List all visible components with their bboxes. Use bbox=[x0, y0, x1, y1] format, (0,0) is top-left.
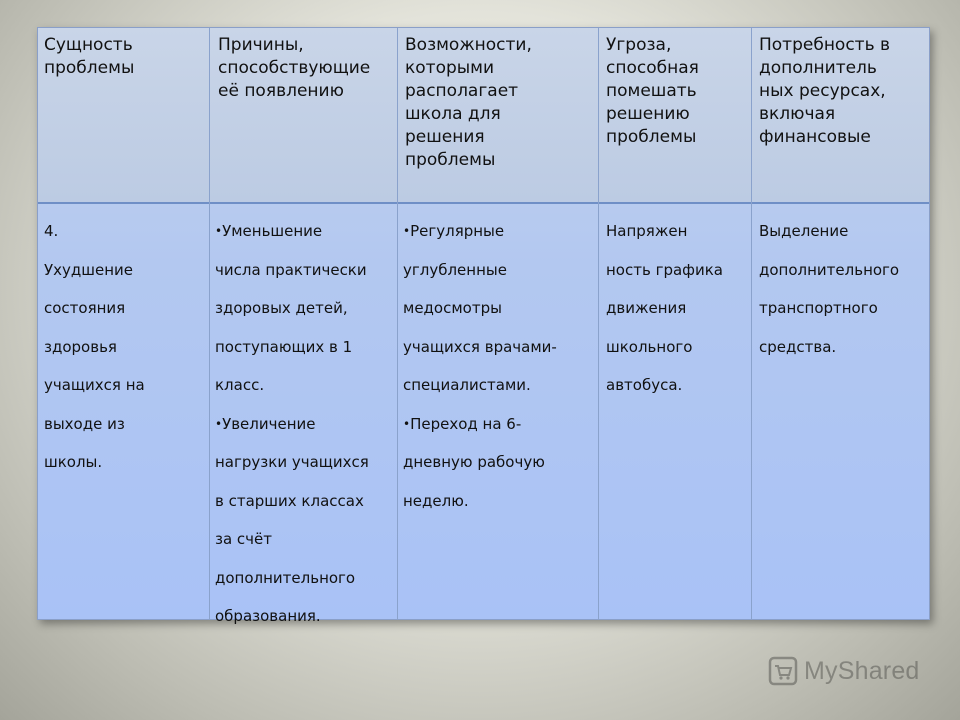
cell-line: образования. bbox=[215, 607, 321, 625]
cell-line: автобуса. bbox=[606, 376, 683, 394]
header-line: Потребность в bbox=[759, 35, 891, 55]
cell-line: состояния bbox=[44, 299, 126, 317]
cell-line: средства. bbox=[759, 337, 837, 356]
header-line: дополнитель bbox=[759, 58, 877, 78]
header-line: её появлению bbox=[218, 81, 344, 101]
cell-causes bbox=[215, 212, 395, 636]
cell-line: класс. bbox=[215, 376, 265, 394]
cell-line: транспортного bbox=[759, 299, 878, 317]
cell-line: здоровья bbox=[44, 337, 117, 356]
cell-line: нагрузки учащихся bbox=[215, 453, 369, 471]
cell-line: Переход на 6- bbox=[410, 414, 522, 433]
bullet-icon: • bbox=[215, 224, 223, 238]
cell-line: учащихся врачами- bbox=[403, 337, 557, 356]
cell-line: Увеличение bbox=[222, 414, 316, 433]
header-line: финансовые bbox=[759, 127, 871, 147]
cell-line: здоровых детей, bbox=[215, 299, 348, 317]
myshared-watermark bbox=[768, 656, 920, 686]
cell-line: выходе из bbox=[44, 414, 125, 433]
header-line: проблемы bbox=[405, 150, 496, 170]
bullet-item bbox=[403, 212, 595, 251]
header-line: школа для bbox=[405, 104, 501, 124]
header-opportunities bbox=[405, 34, 595, 172]
cell-line: числа практически bbox=[215, 260, 367, 279]
cell-line: в старших классах bbox=[215, 491, 364, 510]
cell-line: Ухудшение bbox=[44, 260, 134, 279]
cell-line: дополнительного bbox=[215, 568, 356, 587]
cart-icon bbox=[768, 656, 798, 686]
cell-essence bbox=[44, 212, 204, 482]
cell-line: ность графика bbox=[606, 260, 723, 279]
column-divider bbox=[209, 28, 210, 619]
header-line: Причины, bbox=[218, 35, 304, 55]
cell-line: за счёт bbox=[215, 530, 273, 548]
header-essence bbox=[44, 34, 204, 80]
header-line: которыми bbox=[405, 58, 495, 78]
cell-line: специалистами. bbox=[403, 376, 531, 394]
cell-threat bbox=[606, 212, 748, 405]
cell-line: Регулярные bbox=[410, 222, 505, 240]
header-line: ных ресурсах, bbox=[759, 81, 886, 101]
header-line: включая bbox=[759, 104, 836, 124]
bullet-item bbox=[403, 405, 595, 444]
cell-line: Выделение bbox=[759, 222, 849, 240]
cell-line: школьного bbox=[606, 337, 693, 356]
cell-opportunities bbox=[403, 212, 595, 520]
cell-line: 4. bbox=[44, 222, 59, 240]
header-line: способствующие bbox=[218, 58, 371, 78]
cell-resource-needs bbox=[759, 212, 927, 366]
cell-line: медосмотры bbox=[403, 299, 502, 317]
cell-line: Напряжен bbox=[606, 222, 688, 240]
header-threat bbox=[606, 34, 748, 149]
cell-line: поступающих в 1 bbox=[215, 337, 353, 356]
header-line: Возможности, bbox=[405, 35, 532, 55]
cell-line: движения bbox=[606, 299, 687, 317]
cell-line: Уменьшение bbox=[222, 222, 323, 240]
cell-line: неделю. bbox=[403, 491, 469, 510]
header-causes bbox=[218, 34, 396, 103]
header-line: помешать bbox=[606, 81, 697, 101]
header-line: располагает bbox=[405, 81, 519, 101]
column-divider bbox=[751, 28, 752, 619]
header-line: решению bbox=[606, 104, 690, 124]
cell-line: дополнительного bbox=[759, 260, 900, 279]
bullet-icon: • bbox=[215, 416, 223, 431]
watermark-text: MyShared bbox=[804, 656, 920, 685]
cell-line: углубленные bbox=[403, 260, 507, 279]
header-resource-needs bbox=[759, 34, 927, 149]
header-line: проблемы bbox=[606, 127, 697, 147]
header-line: Сущность bbox=[44, 35, 133, 55]
column-divider bbox=[598, 28, 599, 619]
header-line: решения bbox=[405, 127, 485, 147]
bullet-item bbox=[215, 212, 395, 251]
cell-line: школы. bbox=[44, 453, 103, 471]
header-line: проблемы bbox=[44, 58, 135, 78]
column-divider bbox=[397, 28, 398, 619]
bullet-item bbox=[215, 405, 395, 444]
header-line: способная bbox=[606, 58, 699, 78]
cell-line: учащихся на bbox=[44, 376, 145, 394]
cell-line: дневную рабочую bbox=[403, 453, 545, 471]
bullet-icon: • bbox=[403, 224, 411, 238]
problem-analysis-table bbox=[37, 27, 930, 625]
bullet-icon: • bbox=[403, 416, 411, 431]
header-line: Угроза, bbox=[606, 35, 672, 55]
